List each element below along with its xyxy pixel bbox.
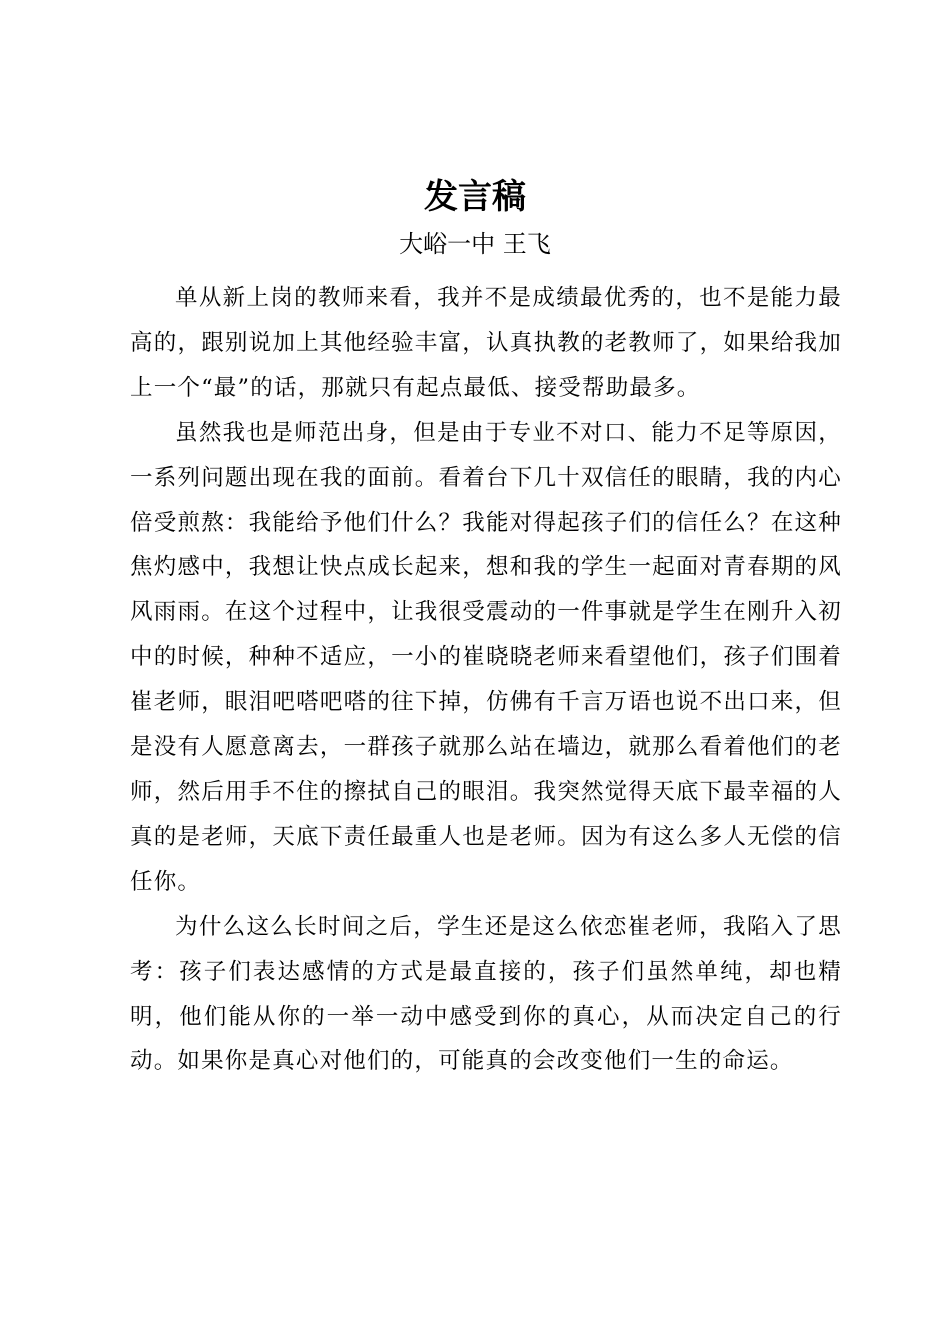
document-title: 发言稿 (424, 177, 526, 217)
paragraph-2: 虽然我也是师范出身，但是由于专业不对口、能力不足等原因，一系列问题出现在我的面前。看着台下几十双信任的眼睛，我的内心倍受煎熬：我能给予他们什么？我能对得起孩子们的信任么？在这种焦灼感中，我想让快点成长起来，想和我的学生一起面对青春期的风风雨雨。在这个过程中，让我很受震动的一件事就是学生在刚升入初中的时候，种种不适应，一小的崔晓晓老师来看望他们，孩子们围着崔老师，眼泪吧嗒吧嗒的往下掉，仿佛有千言万语也说不出口来，但是没有人愿意离去，一群孩子就那么站在墙边，就那么看着他们的老师，然后用手不住的擦拭自己的眼泪。我突然觉得天底下最幸福的人真的是老师，天底下责任最重人也是老师。因为有这么多人无偿的信任你。 (130, 419, 842, 895)
paragraph-3: 为什么这么长时间之后，学生还是这么依恋崔老师，我陷入了思考：孩子们表达感情的方式是最直接的，孩子们虽然单纯，却也精明，他们能从你的一举一动中感受到你的真心，从而决定自己的行动。如果你是真心对他们的，可能真的会改变他们一生的命运。 (130, 913, 842, 1075)
document-author: 大峪一中 王飞 (399, 230, 551, 258)
paragraph-1: 单从新上岗的教师来看，我并不是成绩最优秀的，也不是能力最高的，跟别说加上其他经验丰富，认真执教的老教师了，如果给我加上一个“最”的话，那就只有起点最低、接受帮助最多。 (130, 285, 842, 401)
document-body (130, 276, 842, 1084)
